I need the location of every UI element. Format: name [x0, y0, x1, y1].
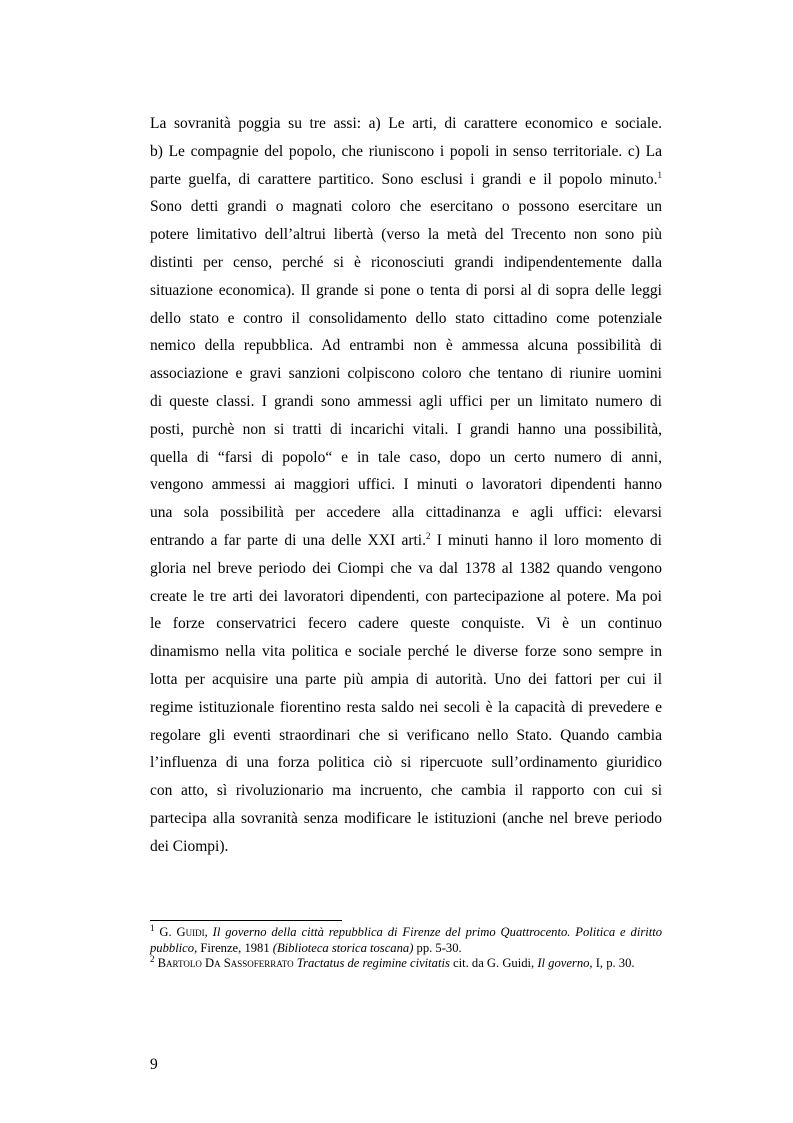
- text-line: l’influenza di una forza politica ciò si ripercuote sull’ordinamento giuridico: [150, 754, 662, 772]
- footnote-1-series: (Biblioteca storica toscana): [272, 940, 414, 955]
- footnote-1-title: Il governo della città repubblica di Firenze del primo Quattrocento. Politica e diritto pubblico,: [150, 925, 663, 955]
- footnote-1-place-year: Firenze, 1981: [197, 940, 273, 955]
- footnote-ref-1[interactable]: 1: [657, 169, 662, 180]
- text-line: quella di “farsi di popolo“ e in tale caso, dopo un certo numero di anni,: [150, 448, 662, 466]
- footnote-2-number: 2: [150, 954, 155, 964]
- text-line: una sola possibilità per accedere alla cittadinanza e agli uffici: elevarsi: [150, 504, 662, 522]
- footnote-ref-2[interactable]: 2: [425, 530, 431, 541]
- text-line: [150, 166, 662, 194]
- footnote-1-author: G. Guidi: [159, 925, 205, 939]
- footnote-1-number: 1: [150, 922, 155, 933]
- text-line: posti, purchè non si tratti di incarichi vitali. I grandi hanno una possibilità,: [150, 420, 662, 438]
- text-line: dello stato e contro il consolidamento dello stato cittadino come potenziale: [150, 309, 662, 327]
- footnote-1: $^1$ G. Guidi, Il governo della città repubblica di Firenze del primo Quattrocento. Politica e diritto pubblico, Firenze, 1981 (Biblioteca storica toscana) pp. 5-30.: [150, 922, 663, 955]
- text-line-content: parte guelfa, di carattere partitico. Sono esclusi i grandi e il popolo minuto.: [150, 170, 658, 188]
- text-line: potere limitativo dell’altrui libertà (verso la metà del Trecento non sono più: [150, 226, 662, 244]
- footnote-2-title: Tractatus de regimine civitatis: [296, 956, 450, 971]
- text-line: distinti per censo, perché si è riconosciuti grandi indipendentemente dalla: [150, 253, 662, 271]
- text-line: dei Ciompi).: [150, 837, 229, 855]
- text-line: lotta per acquisire una parte più ampia di autorità. Uno dei fattori per cui il: [150, 670, 662, 688]
- text-line: gloria nel breve periodo dei Ciompi che va dal 1378 al 1382 quando vengono: [150, 559, 662, 577]
- text-line: b) Le compagnie del popolo, che riuniscono i popoli in senso territoriale. c) La: [150, 142, 662, 160]
- text-line: Sono detti grandi o magnati coloro che esercitano o possono esercitare un: [150, 198, 662, 216]
- body-paragraph: [150, 110, 662, 861]
- footnote-2-cit: cit. da G. Guidi,: [449, 956, 538, 971]
- footnote-2: [150, 956, 662, 972]
- text-line: partecipa alla sovranità senza modificare le istituzioni (anche nel breve periodo: [150, 809, 662, 827]
- footnote-2-short-title: Il governo,: [537, 956, 593, 971]
- text-line-content: entrando a far parte di una delle XXI arti.: [150, 531, 426, 549]
- footnote-1-pages: pp. 5-30.: [413, 940, 462, 955]
- text-line: con atto, sì rivoluzionario ma incruento, che cambia il rapporto con cui si: [150, 782, 662, 800]
- footnote-separator: [150, 920, 342, 921]
- text-line: associazione e gravi sanzioni colpiscono coloro che tentano di riunire uomini: [150, 365, 662, 383]
- text-line: le forze conservatrici fecero cadere queste conquiste. Vi è un continuo: [150, 615, 662, 633]
- text-line: dinamismo nella vita politica e sociale perché le diverse forze sono sempre in: [150, 643, 662, 661]
- page-number: 9: [150, 1056, 158, 1073]
- footnote-2-author: Bartolo Da Sassoferrato: [157, 956, 294, 971]
- text-line: La sovranità poggia su tre assi: a) Le arti, di carattere economico e sociale.: [150, 115, 662, 132]
- text-line: situazione economica). Il grande si pone o tenta di porsi al di sopra delle leggi: [150, 281, 662, 299]
- text-line: di queste classi. I grandi sono ammessi agli uffici per un limitato numero di: [150, 392, 662, 410]
- text-line: vengono ammessi ai maggiori uffici. I minuti o lavoratori dipendenti hanno: [150, 476, 662, 494]
- text-line: [150, 527, 662, 555]
- text-line: nemico della repubblica. Ad entrambi non è ammessa alcuna possibilità di: [150, 337, 662, 355]
- text-line-tail: I minuti hanno il loro momento di: [430, 531, 662, 549]
- footnotes: [150, 922, 663, 972]
- text-line: regime istituzionale fiorentino resta saldo nei secoli è la capacità di prevedere e: [150, 698, 662, 716]
- footnote-2-pages: I, p. 30.: [592, 956, 635, 971]
- text-line: create le tre arti dei lavoratori dipendenti, con partecipazione al potere. Ma poi: [150, 587, 662, 605]
- text-line: regolare gli eventi straordinari che si verificano nello Stato. Quando cambia: [150, 726, 662, 744]
